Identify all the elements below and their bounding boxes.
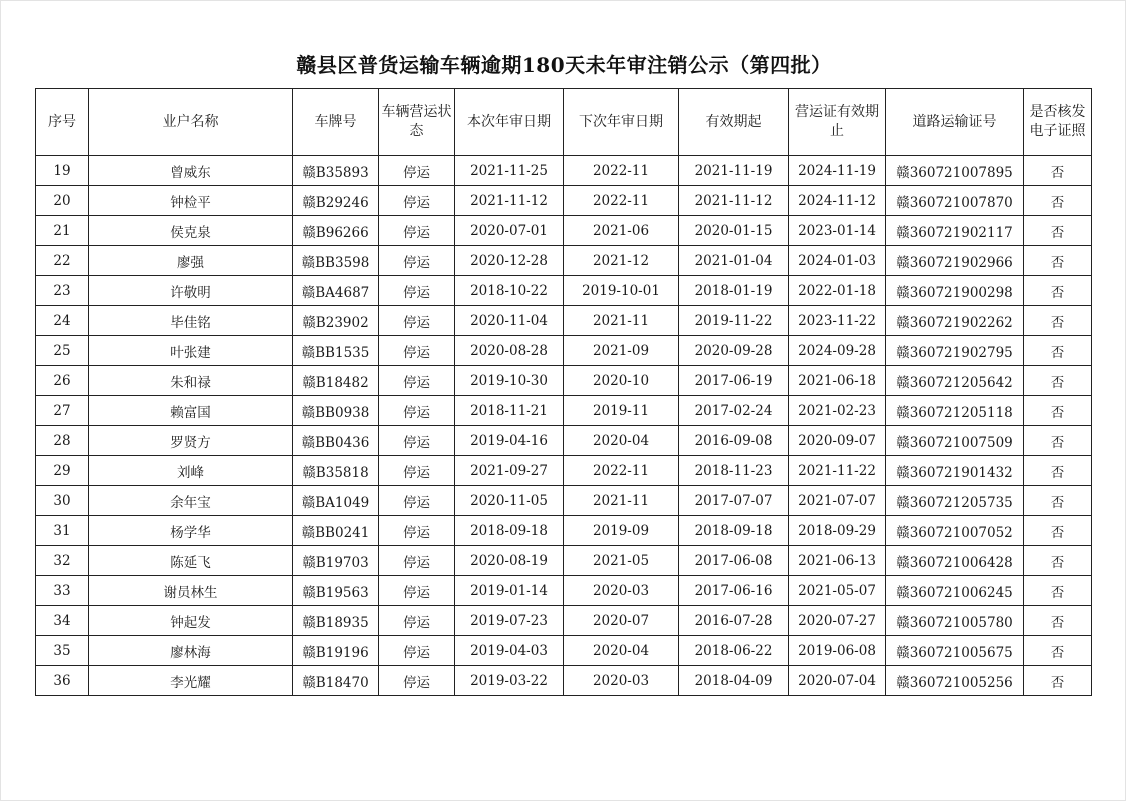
valid-from-cell: 2018-09-18 (679, 516, 789, 546)
operating-status-cell: 停运 (379, 186, 455, 216)
next-review-date-cell: 2020-10 (564, 366, 679, 396)
valid-from-cell: 2018-11-23 (679, 456, 789, 486)
e-certificate-cell: 否 (1024, 156, 1092, 186)
this-review-date-cell: 2018-11-21 (455, 396, 564, 426)
this-review-date-cell: 2020-11-05 (455, 486, 564, 516)
table-row (36, 486, 1092, 516)
table-row (36, 516, 1092, 546)
valid-from-cell: 2017-06-08 (679, 546, 789, 576)
valid-from-cell: 2017-06-16 (679, 576, 789, 606)
this-review-date-cell: 2020-08-28 (455, 336, 564, 366)
table-row (36, 336, 1092, 366)
header-e-certificate-issued: 是否核发电子证照 (1024, 89, 1092, 156)
transport-permit-no-cell: 赣360721902966 (886, 246, 1024, 276)
this-review-date-cell: 2020-12-28 (455, 246, 564, 276)
this-review-date-cell: 2019-07-23 (455, 606, 564, 636)
plate-number-cell: 赣B96266 (293, 216, 379, 246)
valid-from-cell: 2019-11-22 (679, 306, 789, 336)
serial-cell: 35 (36, 636, 89, 666)
this-review-date-cell: 2020-08-19 (455, 546, 564, 576)
serial-cell: 34 (36, 606, 89, 636)
header-permit-valid-until: 营运证有效期止 (789, 89, 886, 156)
plate-number-cell: 赣B23902 (293, 306, 379, 336)
serial-cell: 31 (36, 516, 89, 546)
e-certificate-cell: 否 (1024, 276, 1092, 306)
next-review-date-cell: 2020-04 (564, 636, 679, 666)
plate-number-cell: 赣BA4687 (293, 276, 379, 306)
next-review-date-cell: 2020-03 (564, 576, 679, 606)
permit-valid-until-cell: 2021-02-23 (789, 396, 886, 426)
next-review-date-cell: 2019-10-01 (564, 276, 679, 306)
e-certificate-cell: 否 (1024, 456, 1092, 486)
valid-from-cell: 2021-01-04 (679, 246, 789, 276)
permit-valid-until-cell: 2018-09-29 (789, 516, 886, 546)
operating-status-cell: 停运 (379, 456, 455, 486)
table-row (36, 426, 1092, 456)
operating-status-cell: 停运 (379, 666, 455, 696)
serial-cell: 29 (36, 456, 89, 486)
e-certificate-cell: 否 (1024, 366, 1092, 396)
next-review-date-cell: 2021-05 (564, 546, 679, 576)
owner-name-cell: 陈延飞 (89, 546, 293, 576)
table-row (36, 156, 1092, 186)
owner-name-cell: 廖强 (89, 246, 293, 276)
e-certificate-cell: 否 (1024, 636, 1092, 666)
operating-status-cell: 停运 (379, 426, 455, 456)
transport-permit-no-cell: 赣360721006428 (886, 546, 1024, 576)
table-body (36, 156, 1092, 696)
owner-name-cell: 杨学华 (89, 516, 293, 546)
operating-status-cell: 停运 (379, 246, 455, 276)
this-review-date-cell: 2021-09-27 (455, 456, 564, 486)
header-operating-status: 车辆营运状态 (379, 89, 455, 156)
this-review-date-cell: 2019-01-14 (455, 576, 564, 606)
e-certificate-cell: 否 (1024, 396, 1092, 426)
operating-status-cell: 停运 (379, 306, 455, 336)
serial-cell: 26 (36, 366, 89, 396)
serial-cell: 32 (36, 546, 89, 576)
e-certificate-cell: 否 (1024, 216, 1092, 246)
permit-valid-until-cell: 2021-07-07 (789, 486, 886, 516)
this-review-date-cell: 2021-11-25 (455, 156, 564, 186)
owner-name-cell: 朱和禄 (89, 366, 293, 396)
e-certificate-cell: 否 (1024, 426, 1092, 456)
this-review-date-cell: 2018-09-18 (455, 516, 564, 546)
plate-number-cell: 赣B18935 (293, 606, 379, 636)
e-certificate-cell: 否 (1024, 516, 1092, 546)
permit-valid-until-cell: 2021-06-18 (789, 366, 886, 396)
serial-cell: 22 (36, 246, 89, 276)
transport-permit-no-cell: 赣360721902795 (886, 336, 1024, 366)
owner-name-cell: 钟检平 (89, 186, 293, 216)
this-review-date-cell: 2019-04-03 (455, 636, 564, 666)
transport-permit-no-cell: 赣360721007509 (886, 426, 1024, 456)
e-certificate-cell: 否 (1024, 336, 1092, 366)
valid-from-cell: 2018-06-22 (679, 636, 789, 666)
next-review-date-cell: 2019-09 (564, 516, 679, 546)
permit-valid-until-cell: 2023-11-22 (789, 306, 886, 336)
owner-name-cell: 叶张建 (89, 336, 293, 366)
owner-name-cell: 许敬明 (89, 276, 293, 306)
permit-valid-until-cell: 2021-05-07 (789, 576, 886, 606)
header-valid-from: 有效期起 (679, 89, 789, 156)
plate-number-cell: 赣BB0938 (293, 396, 379, 426)
valid-from-cell: 2018-04-09 (679, 666, 789, 696)
valid-from-cell: 2021-11-12 (679, 186, 789, 216)
transport-permit-no-cell: 赣360721007052 (886, 516, 1024, 546)
table-row (36, 366, 1092, 396)
next-review-date-cell: 2021-09 (564, 336, 679, 366)
transport-permit-no-cell: 赣360721005256 (886, 666, 1024, 696)
permit-valid-until-cell: 2020-09-07 (789, 426, 886, 456)
e-certificate-cell: 否 (1024, 546, 1092, 576)
next-review-date-cell: 2022-11 (564, 186, 679, 216)
owner-name-cell: 侯克泉 (89, 216, 293, 246)
this-review-date-cell: 2019-10-30 (455, 366, 564, 396)
next-review-date-cell: 2021-06 (564, 216, 679, 246)
permit-valid-until-cell: 2023-01-14 (789, 216, 886, 246)
table-row (36, 276, 1092, 306)
header-serial: 序号 (36, 89, 89, 156)
transport-permit-no-cell: 赣360721900298 (886, 276, 1024, 306)
table-row (36, 666, 1092, 696)
owner-name-cell: 毕佳铭 (89, 306, 293, 336)
table-row (36, 636, 1092, 666)
operating-status-cell: 停运 (379, 606, 455, 636)
table-row (36, 546, 1092, 576)
valid-from-cell: 2020-09-28 (679, 336, 789, 366)
plate-number-cell: 赣B35818 (293, 456, 379, 486)
table-header-row (36, 89, 1092, 156)
plate-number-cell: 赣BB3598 (293, 246, 379, 276)
e-certificate-cell: 否 (1024, 576, 1092, 606)
header-next-review-date: 下次年审日期 (564, 89, 679, 156)
transport-permit-no-cell: 赣360721205735 (886, 486, 1024, 516)
operating-status-cell: 停运 (379, 156, 455, 186)
operating-status-cell: 停运 (379, 546, 455, 576)
serial-cell: 23 (36, 276, 89, 306)
plate-number-cell: 赣BB0241 (293, 516, 379, 546)
transport-permit-no-cell: 赣360721007895 (886, 156, 1024, 186)
owner-name-cell: 钟起发 (89, 606, 293, 636)
valid-from-cell: 2017-07-07 (679, 486, 789, 516)
plate-number-cell: 赣B19563 (293, 576, 379, 606)
transport-permit-no-cell: 赣360721006245 (886, 576, 1024, 606)
e-certificate-cell: 否 (1024, 306, 1092, 336)
table-row (36, 306, 1092, 336)
table-row (36, 576, 1092, 606)
e-certificate-cell: 否 (1024, 246, 1092, 276)
header-plate-number: 车牌号 (293, 89, 379, 156)
operating-status-cell: 停运 (379, 576, 455, 606)
operating-status-cell: 停运 (379, 516, 455, 546)
next-review-date-cell: 2022-11 (564, 456, 679, 486)
transport-permit-no-cell: 赣360721007870 (886, 186, 1024, 216)
permit-valid-until-cell: 2024-01-03 (789, 246, 886, 276)
this-review-date-cell: 2019-04-16 (455, 426, 564, 456)
valid-from-cell: 2017-06-19 (679, 366, 789, 396)
next-review-date-cell: 2020-04 (564, 426, 679, 456)
e-certificate-cell: 否 (1024, 666, 1092, 696)
table-row (36, 456, 1092, 486)
serial-cell: 30 (36, 486, 89, 516)
table-row (36, 606, 1092, 636)
operating-status-cell: 停运 (379, 216, 455, 246)
transport-permit-no-cell: 赣360721005675 (886, 636, 1024, 666)
owner-name-cell: 罗贤方 (89, 426, 293, 456)
serial-cell: 36 (36, 666, 89, 696)
valid-from-cell: 2020-01-15 (679, 216, 789, 246)
header-owner-name: 业户名称 (89, 89, 293, 156)
e-certificate-cell: 否 (1024, 606, 1092, 636)
e-certificate-cell: 否 (1024, 486, 1092, 516)
operating-status-cell: 停运 (379, 396, 455, 426)
owner-name-cell: 赖富国 (89, 396, 293, 426)
valid-from-cell: 2018-01-19 (679, 276, 789, 306)
header-transport-permit-no: 道路运输证号 (886, 89, 1024, 156)
next-review-date-cell: 2021-12 (564, 246, 679, 276)
owner-name-cell: 廖林海 (89, 636, 293, 666)
next-review-date-cell: 2019-11 (564, 396, 679, 426)
operating-status-cell: 停运 (379, 366, 455, 396)
plate-number-cell: 赣B18470 (293, 666, 379, 696)
serial-cell: 27 (36, 396, 89, 426)
operating-status-cell: 停运 (379, 336, 455, 366)
valid-from-cell: 2016-07-28 (679, 606, 789, 636)
permit-valid-until-cell: 2021-06-13 (789, 546, 886, 576)
valid-from-cell: 2016-09-08 (679, 426, 789, 456)
plate-number-cell: 赣B35893 (293, 156, 379, 186)
plate-number-cell: 赣B19196 (293, 636, 379, 666)
permit-valid-until-cell: 2024-09-28 (789, 336, 886, 366)
owner-name-cell: 谢员林生 (89, 576, 293, 606)
serial-cell: 25 (36, 336, 89, 366)
owner-name-cell: 曾威东 (89, 156, 293, 186)
permit-valid-until-cell: 2024-11-12 (789, 186, 886, 216)
permit-valid-until-cell: 2021-11-22 (789, 456, 886, 486)
owner-name-cell: 李光耀 (89, 666, 293, 696)
owner-name-cell: 刘峰 (89, 456, 293, 486)
next-review-date-cell: 2020-03 (564, 666, 679, 696)
valid-from-cell: 2021-11-19 (679, 156, 789, 186)
operating-status-cell: 停运 (379, 276, 455, 306)
serial-cell: 33 (36, 576, 89, 606)
transport-permit-no-cell: 赣360721901432 (886, 456, 1024, 486)
operating-status-cell: 停运 (379, 636, 455, 666)
next-review-date-cell: 2021-11 (564, 486, 679, 516)
transport-permit-no-cell: 赣360721902117 (886, 216, 1024, 246)
deregistration-table (35, 88, 1092, 696)
this-review-date-cell: 2018-10-22 (455, 276, 564, 306)
e-certificate-cell: 否 (1024, 186, 1092, 216)
permit-valid-until-cell: 2024-11-19 (789, 156, 886, 186)
operating-status-cell: 停运 (379, 486, 455, 516)
table-row (36, 246, 1092, 276)
serial-cell: 24 (36, 306, 89, 336)
owner-name-cell: 余年宝 (89, 486, 293, 516)
valid-from-cell: 2017-02-24 (679, 396, 789, 426)
this-review-date-cell: 2020-07-01 (455, 216, 564, 246)
this-review-date-cell: 2021-11-12 (455, 186, 564, 216)
this-review-date-cell: 2020-11-04 (455, 306, 564, 336)
permit-valid-until-cell: 2020-07-04 (789, 666, 886, 696)
transport-permit-no-cell: 赣360721205642 (886, 366, 1024, 396)
table-row (36, 216, 1092, 246)
plate-number-cell: 赣BA1049 (293, 486, 379, 516)
transport-permit-no-cell: 赣360721902262 (886, 306, 1024, 336)
permit-valid-until-cell: 2020-07-27 (789, 606, 886, 636)
table-row (36, 186, 1092, 216)
serial-cell: 20 (36, 186, 89, 216)
header-this-review-date: 本次年审日期 (455, 89, 564, 156)
plate-number-cell: 赣B29246 (293, 186, 379, 216)
next-review-date-cell: 2020-07 (564, 606, 679, 636)
permit-valid-until-cell: 2019-06-08 (789, 636, 886, 666)
transport-permit-no-cell: 赣360721205118 (886, 396, 1024, 426)
document-title: 赣县区普货运输车辆逾期180天未年审注销公示（第四批） (296, 53, 832, 77)
next-review-date-cell: 2022-11 (564, 156, 679, 186)
permit-valid-until-cell: 2022-01-18 (789, 276, 886, 306)
transport-permit-no-cell: 赣360721005780 (886, 606, 1024, 636)
this-review-date-cell: 2019-03-22 (455, 666, 564, 696)
serial-cell: 19 (36, 156, 89, 186)
serial-cell: 28 (36, 426, 89, 456)
plate-number-cell: 赣B18482 (293, 366, 379, 396)
plate-number-cell: 赣BB0436 (293, 426, 379, 456)
plate-number-cell: 赣BB1535 (293, 336, 379, 366)
serial-cell: 21 (36, 216, 89, 246)
plate-number-cell: 赣B19703 (293, 546, 379, 576)
table-row (36, 396, 1092, 426)
next-review-date-cell: 2021-11 (564, 306, 679, 336)
